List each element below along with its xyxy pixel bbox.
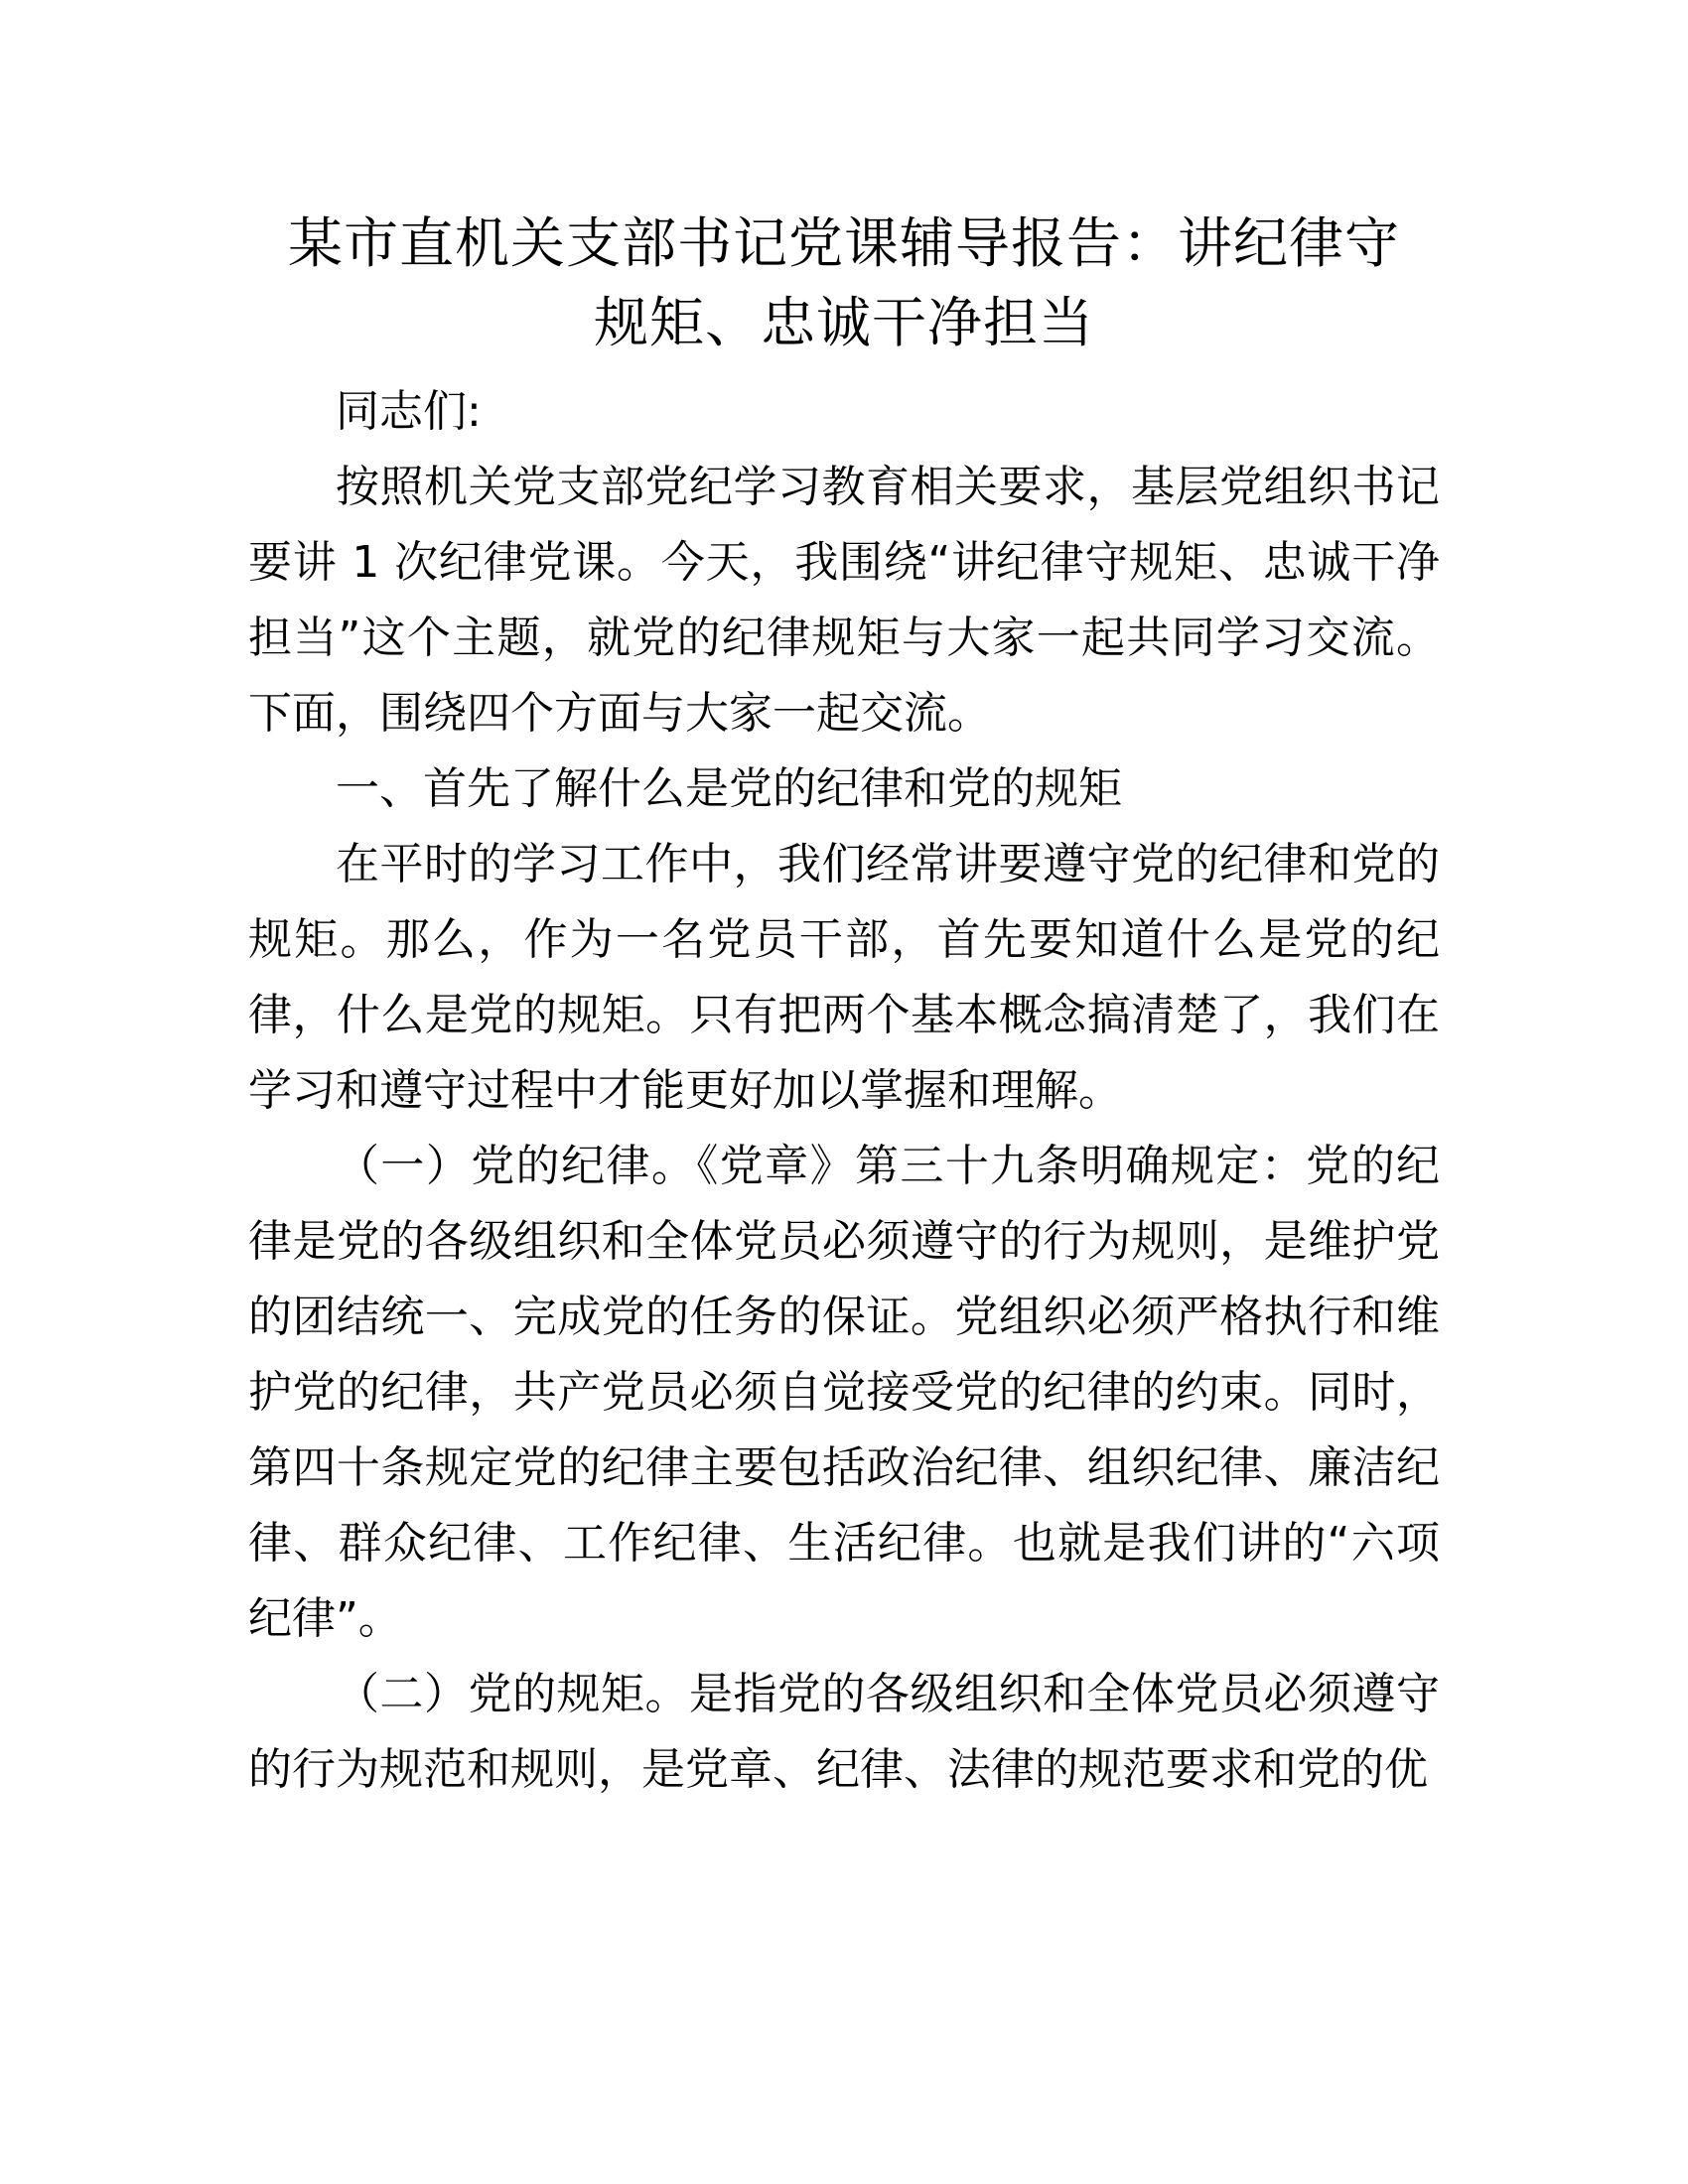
subsection-2-paragraph: （二）党的规矩。是指党的各级组织和全体党员必须遵守的行为规范和规则，是党章、纪律、法律的规范要求和党的优 <box>248 1669 1440 1795</box>
document-title <box>248 204 1440 362</box>
title-line-1: 某市直机关支部书记党课辅导报告：讲纪律守 <box>287 211 1400 275</box>
document-body <box>248 374 1440 1808</box>
salutation: 同志们: <box>336 386 482 437</box>
section-1-paragraph: 在平时的学习工作中，我们经常讲要遵守党的纪律和党的规矩。那么，作为一名党员干部，首先要知道什么是党的纪律，什么是党的规矩。只有把两个基本概念搞清楚了，我们在学习和遵守过程中才能更好加以掌握和理解。 <box>248 839 1440 1116</box>
title-line-2: 规矩、忠诚干净担当 <box>593 291 1094 354</box>
intro-paragraph: 按照机关党支部党纪学习教育相关要求，基层党组织书记要讲 1 次纪律党课。今天，我围绕“讲纪律守规矩、忠诚干净担当”这个主题，就党的纪律规矩与大家一起共同学习交流。下面，围绕四个方面与大家一起交流。 <box>248 462 1440 739</box>
section-heading-1: 一、首先了解什么是党的纪律和党的规矩 <box>336 763 1122 814</box>
document-content <box>248 204 1440 1808</box>
subsection-1-paragraph: （一）党的纪律。《党章》第三十九条明确规定：党的纪律是党的各级组织和全体党员必须遵守的行为规则，是维护党的团结统一、完成党的任务的保证。党组织必须严格执行和维护党的纪律，共产党员必须自觉接受党的纪律的约束。同时，第四十条规定党的纪律主要包括政治纪律、组织纪律、廉洁纪律、群众纪律、工作纪律、生活纪律。也就是我们讲的“六项纪律”。 <box>248 1141 1440 1644</box>
